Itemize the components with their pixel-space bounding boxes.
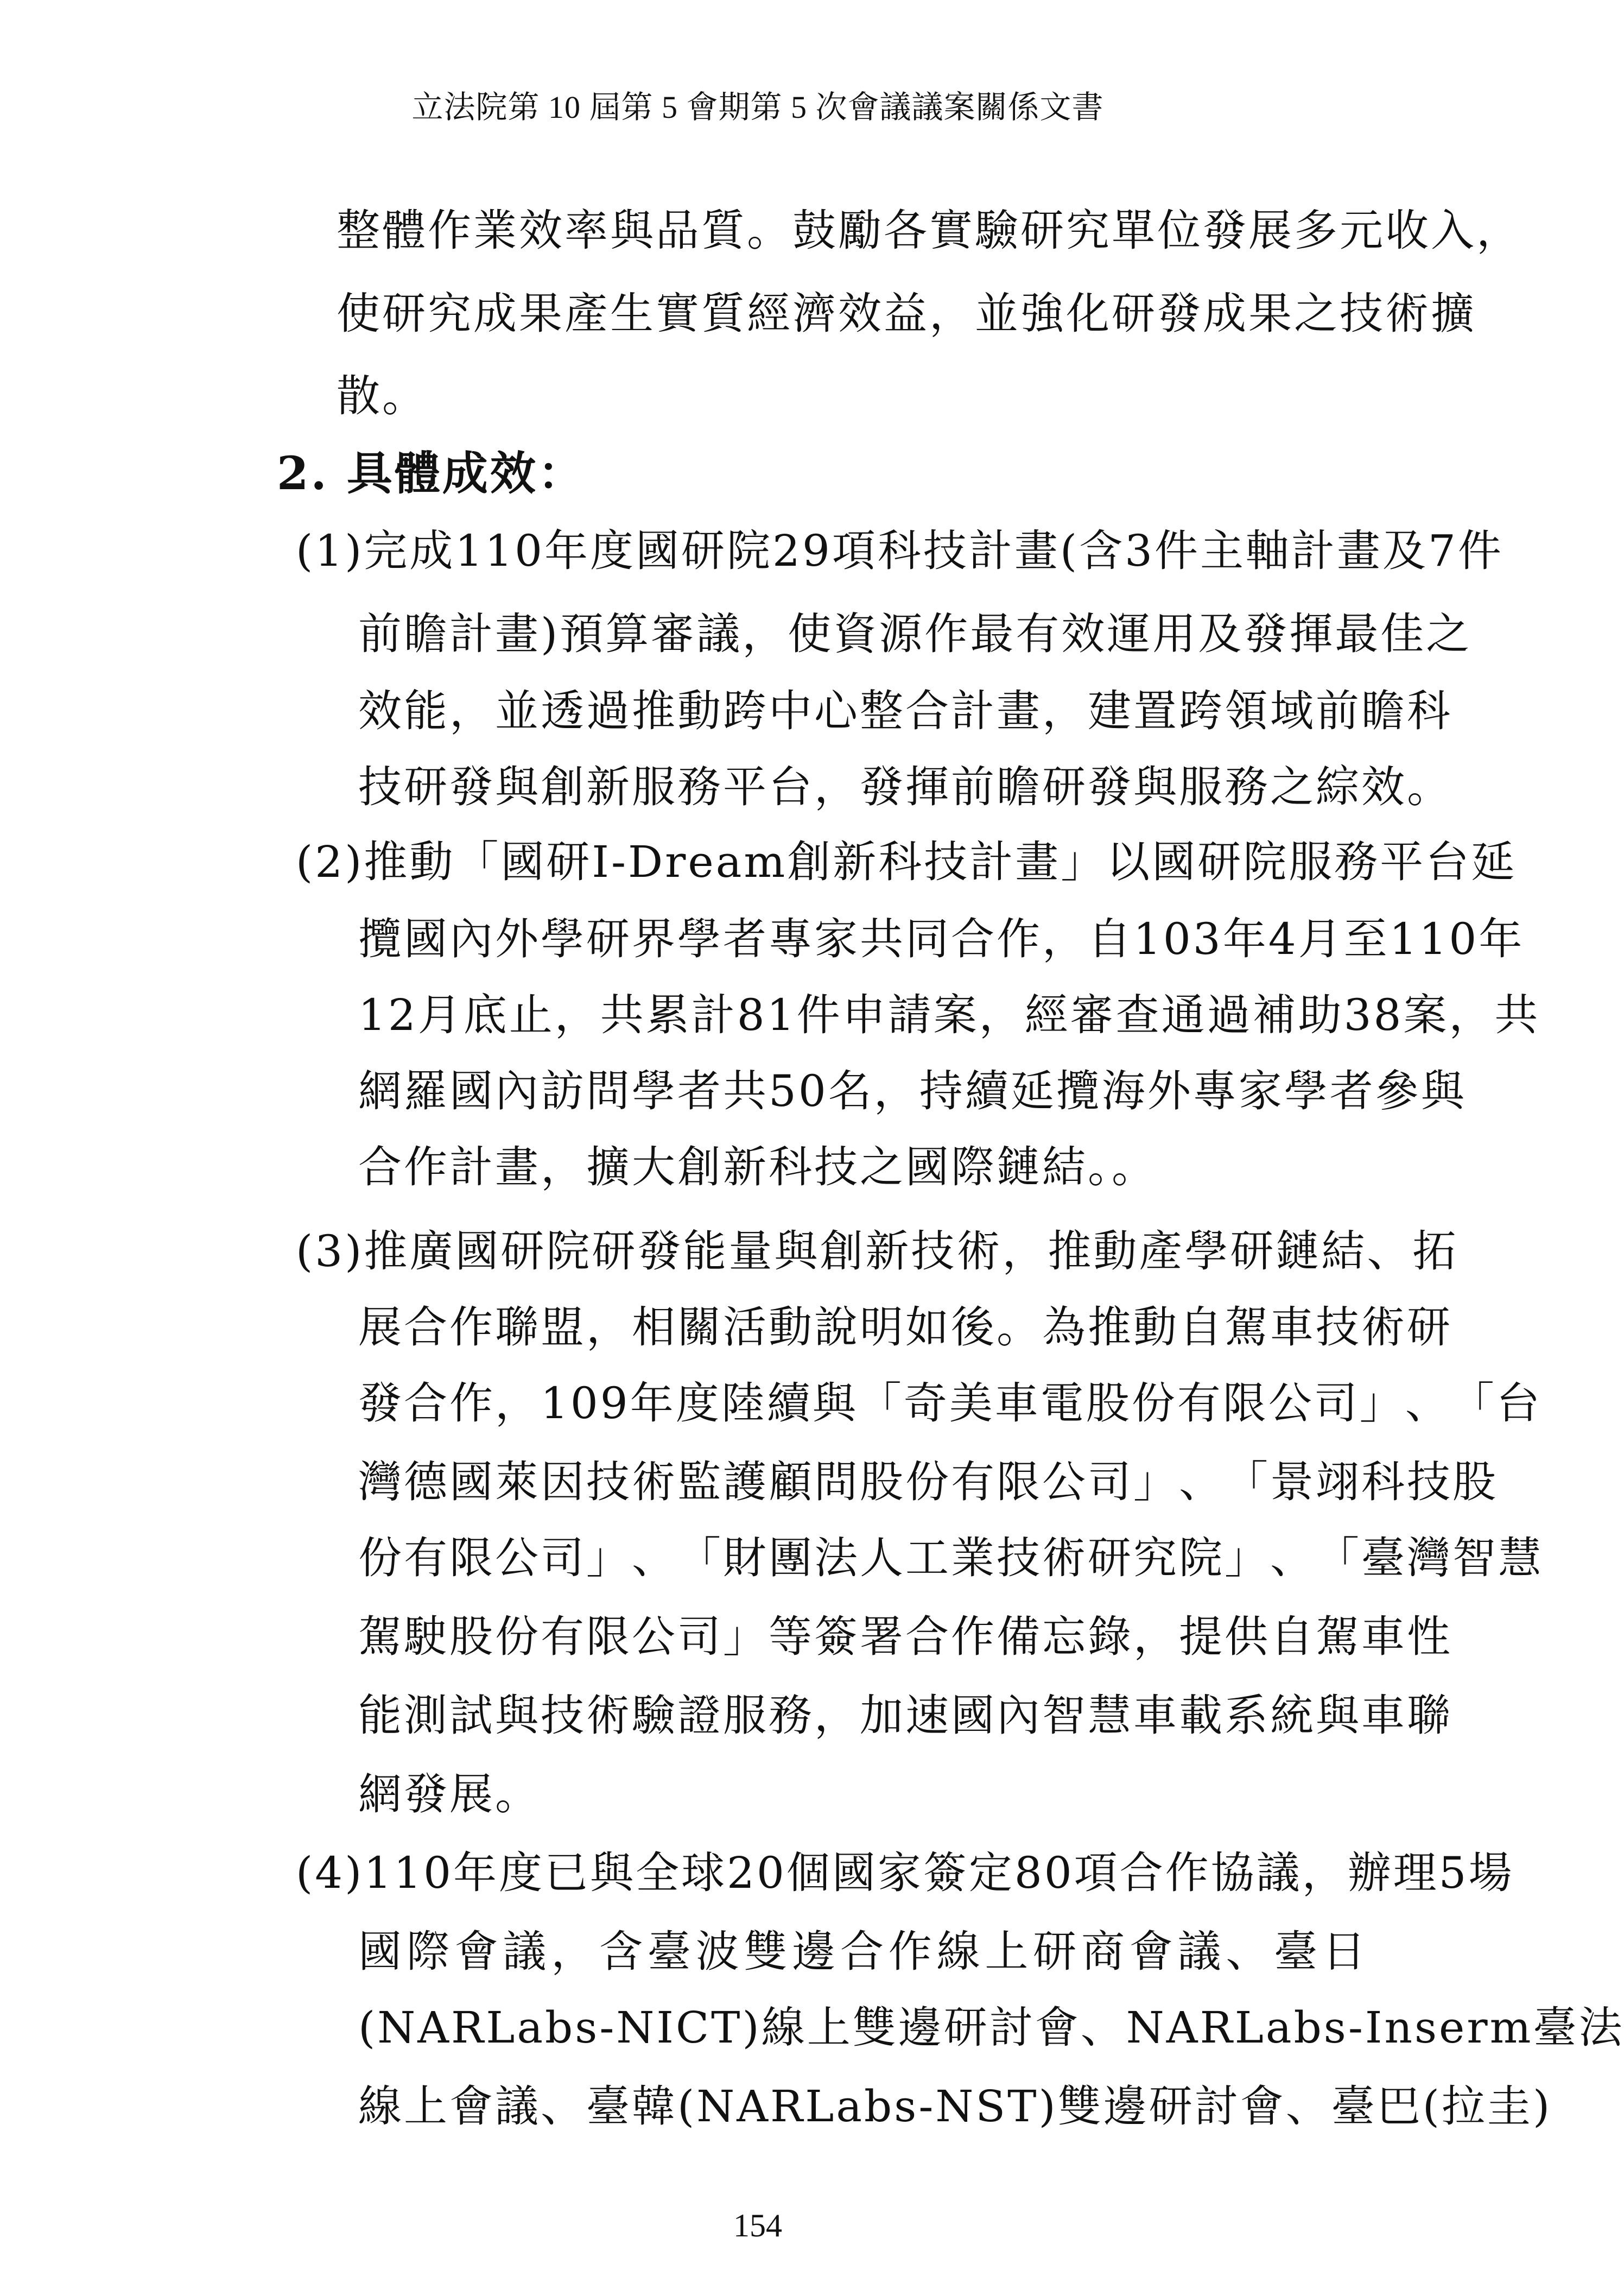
item-4-line-4: 線 上 會 議 、 臺 韓 ( NARLabs-NST ) 雙 邊 研 討 會 、 臺 巴 ( 拉 圭 ) (358, 2081, 1552, 2132)
item-3-line-1: ( 3 ) 推 廣 國 研 院 研 發 能 量 與 創 新 技 術 ， 推 動 產 學 研 鏈 結 、 拓 (296, 1226, 1458, 1276)
intro-line-1: 整 體 作 業 效 率 與 品 質 。 鼓 勵 各 實 驗 研 究 單 位 發 展 多 元 收 入 ， (337, 205, 1522, 256)
item-3-line-6: 駕 駛 股 份 有 限 公 司 」 等 簽 署 合 作 備 忘 錄 ， 提 供 自 駕 車 性 (358, 1611, 1452, 1662)
item-4-line-1: ( 4 ) 110 年 度 已 與 全 球 20 個 國 家 簽 定 80 項 合 作 協 議 ， 辦 理 5 場 (296, 1848, 1514, 1898)
page-number: 154 (733, 2208, 782, 2243)
item-1-line-3: 效 能 ， 並 透 過 推 動 跨 中 心 整 合 計 畫 ， 建 置 跨 領 域 前 瞻 科 (358, 686, 1452, 736)
intro-line-3: 散。 (337, 371, 428, 421)
item-4-line-2: 國 際 會 議 ， 含 臺 波 雙 邊 合 作 線 上 研 商 會 議 、 臺 日 (358, 1926, 1368, 1977)
item-3-line-5: 份 有 限 公 司 」 、 「 財 團 法 人 工 業 技 術 研 究 院 」 、 「 臺 灣 智 慧 (358, 1533, 1544, 1583)
document-header: 立法院第 10 屆第 5 會期第 5 次會議議案關係文書 (411, 90, 1104, 125)
item-3-line-7: 能 測 試 與 技 術 驗 證 服 務 ， 加 速 國 內 智 慧 車 載 系 統 與 車 聯 (358, 1690, 1452, 1741)
item-3-line-8: 網發展。 (358, 1769, 541, 1819)
section-heading: 2. 具體成效： (277, 446, 586, 500)
item-2-line-5: 合作計畫，擴大創新科技之國際鏈結。。 (358, 1142, 1157, 1192)
item-1-line-2: 前 瞻 計 畫 ) 預 算 審 議 ， 使 資 源 作 最 有 效 運 用 及 發 揮 最 佳 之 (358, 609, 1472, 659)
item-3-line-2: 展 合 作 聯 盟 ， 相 關 活 動 說 明 如 後 。 為 推 動 自 駕 車 技 術 研 (358, 1302, 1452, 1352)
item-4-line-3: ( NARLabs-NICT ) 線 上 雙 邊 研 討 會 、 NARLabs-Inserm 臺 法 (358, 2002, 1624, 2053)
item-2-line-1: ( 2 ) 推 動 「 國 研 I-Dream 創 新 科 技 計 畫 」 以 國 研 院 服 務 平 台 延 (296, 837, 1517, 887)
item-1-line-1: ( 1 ) 完 成 110 年 度 國 研 院 29 項 科 技 計 畫 ( 含 3 件 主 軸 計 畫 及 7 件 (296, 526, 1504, 576)
intro-line-2: 使 研 究 成 果 產 生 實 質 經 濟 效 益 ， 並 強 化 研 發 成 果 之 技 術 擴 (337, 288, 1476, 339)
item-3-line-3: 發 合 作 ， 109 年 度 陸 續 與 「 奇 美 車 電 股 份 有 限 公 司 」 、 「 台 (358, 1378, 1542, 1428)
item-2-line-3: 12 月 底 止 ， 共 累 計 81 件 申 請 案 ， 經 審 查 通 過 補 助 38 案 ， 共 (358, 990, 1540, 1040)
item-2-line-2: 攬 國 內 外 學 研 界 學 者 專 家 共 同 合 作 ， 自 103 年 4 月 至 110 年 (358, 914, 1525, 964)
item-2-line-4: 網 羅 國 內 訪 問 學 者 共 50 名 ， 持 續 延 攬 海 外 專 家 學 者 參 與 (358, 1066, 1467, 1116)
item-3-line-4: 灣 德 國 萊 因 技 術 監 護 顧 問 股 份 有 限 公 司 」 、 「 景 翊 科 技 股 (358, 1457, 1498, 1507)
item-1-line-4: 技 研 發 與 創 新 服 務 平 台 ， 發 揮 前 瞻 研 發 與 服 務 之 綜 效 。 (358, 762, 1452, 812)
